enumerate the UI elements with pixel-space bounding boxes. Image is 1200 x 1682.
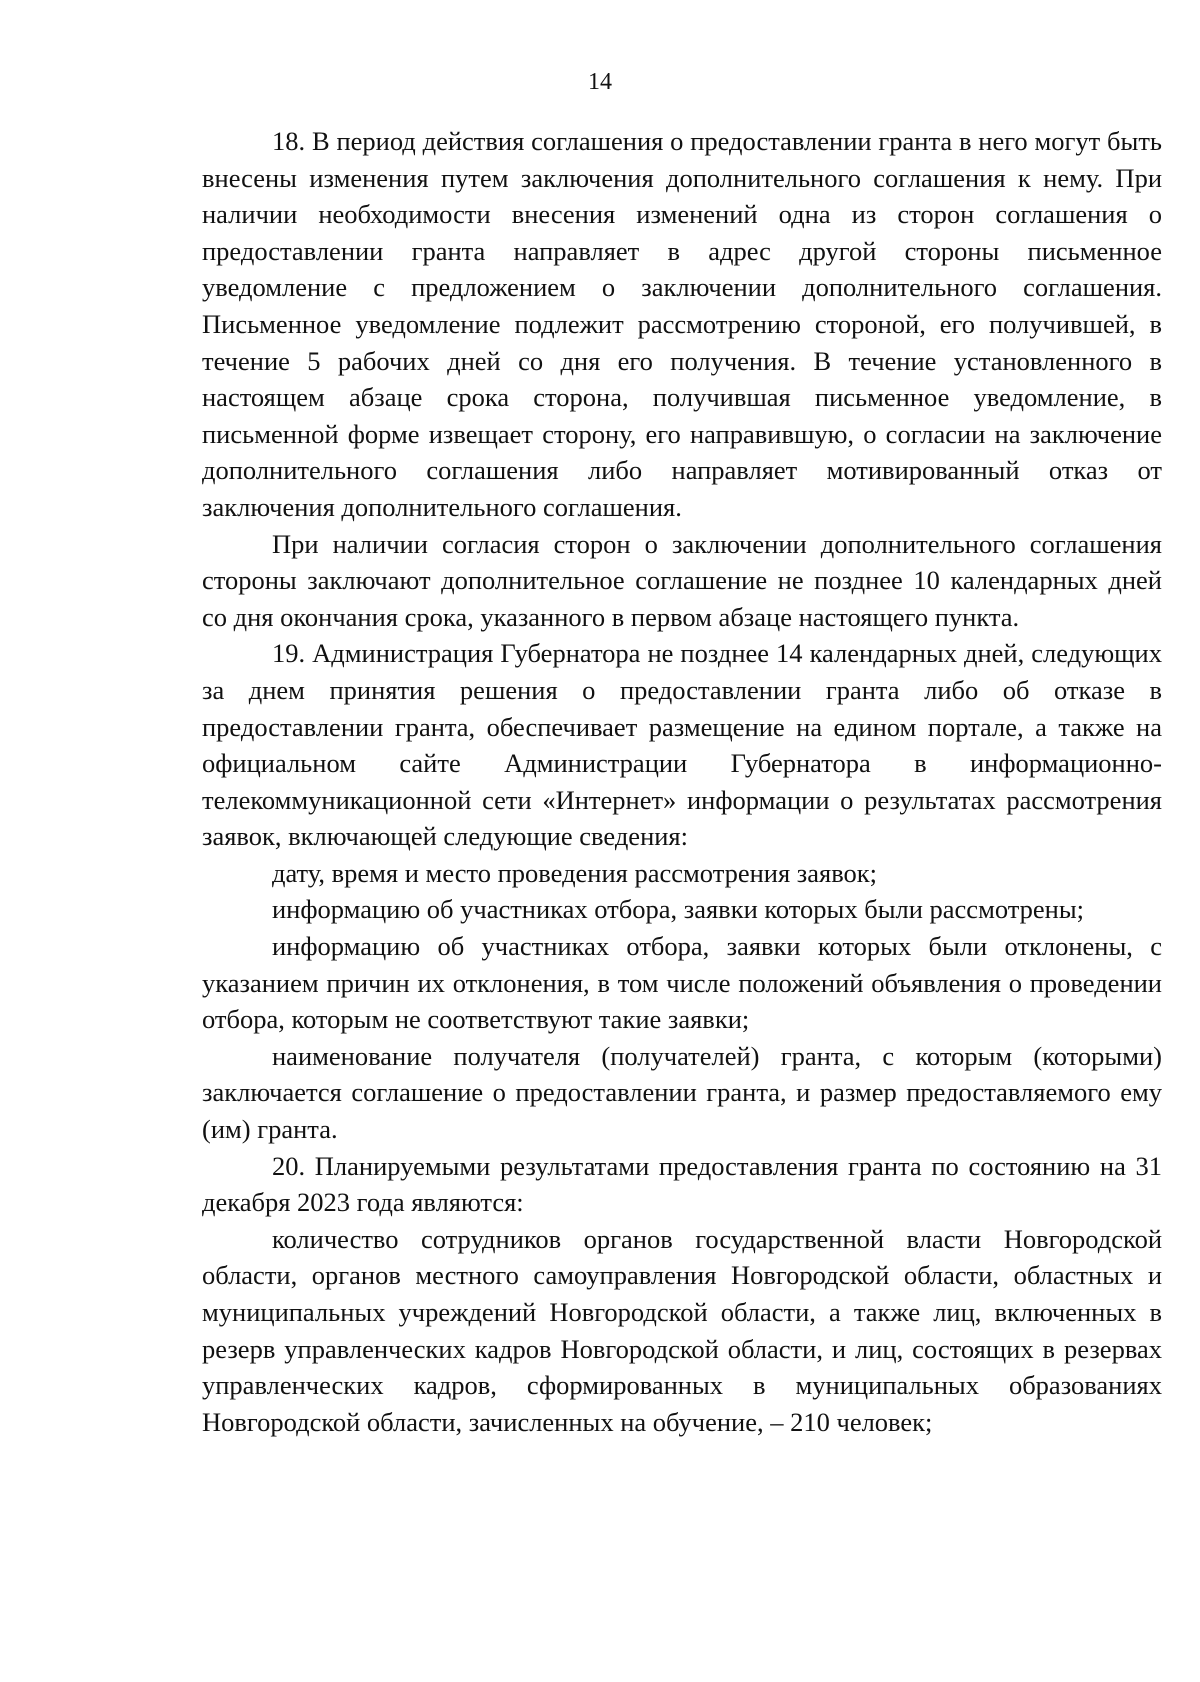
paragraph-18-consent: При наличии согласия сторон о заключении дополнительного соглашения стороны заключают дополнительное соглашение не позднее 10 календарных дней со дня окончания срока, указанного в первом абзаце настоящего пункта. — [202, 528, 1162, 632]
document-body — [202, 123, 1162, 1440]
list-item-rejected-participants: информацию об участниках отбора, заявки которых были отклонены, с указанием причин их отклонения, в том числе положений объявления о проведении отбора, которым не соответствуют такие заявки; — [202, 931, 1162, 1035]
list-item-grant-recipient: наименование получателя (получателей) гранта, с которым (которыми) заключается соглашение о предоставлении гранта, и размер предоставляемого ему (им) гранта. — [202, 1040, 1162, 1145]
list-item-reviewed-participants: информацию об участниках отбора, заявки которых были рассмотрены; — [272, 894, 1085, 925]
page-number: 14 — [588, 69, 612, 95]
paragraph-20: 20. Планируемыми результатами предоставления гранта по состоянию на 31 декабря 2023 года являются: — [202, 1150, 1162, 1218]
paragraph-19: 19. Администрация Губернатора не позднее 14 календарных дней, следующих за днем принятия решения о предоставлении гранта либо об отказе в предоставлении гранта, обеспечивает размещение на едином портале, а также на официальном сайте Администрации Губернатора в информационно-телекоммуникационной сети «Интернет» информации о результатах рассмотрения заявок, включающей следующие сведения: — [202, 638, 1162, 852]
paragraph-18: 18. В период действия соглашения о предоставлении гранта в него могут быть внесены изменения путем заключения дополнительного соглашения к нему. При наличии необходимости внесения изменений одна из сторон соглашения о предоставлении гранта направляет в адрес другой стороны письменное уведомление с предложением о заключении дополнительного соглашения. Письменное уведомление подлежит рассмотрению стороной, его получившей, в течение 5 рабочих дней со дня его получения. В течение установленного в настоящем абзаце срока сторона, получившая письменное уведомление, в письменной форме извещает сторону, его направившую, о согласии на заключение дополнительного соглашения либо направляет мотивированный отказ от заключения дополнительного соглашения. — [202, 126, 1162, 522]
paragraph-20-result: количество сотрудников органов государственной власти Новгородской области, органов местного самоуправления Новгородской области, областных и муниципальных учреждений Новгородской области, а также лиц, включенных в резерв управленческих кадров Новгородской области, и лиц, состоящих в резервах управленческих кадров, сформированных в муниципальных образованиях Новгородской области, зачисленных на обучение, – 210 человек; — [202, 1223, 1162, 1437]
list-item-date-time-place: дату, время и место проведения рассмотрения заявок; — [272, 857, 878, 888]
